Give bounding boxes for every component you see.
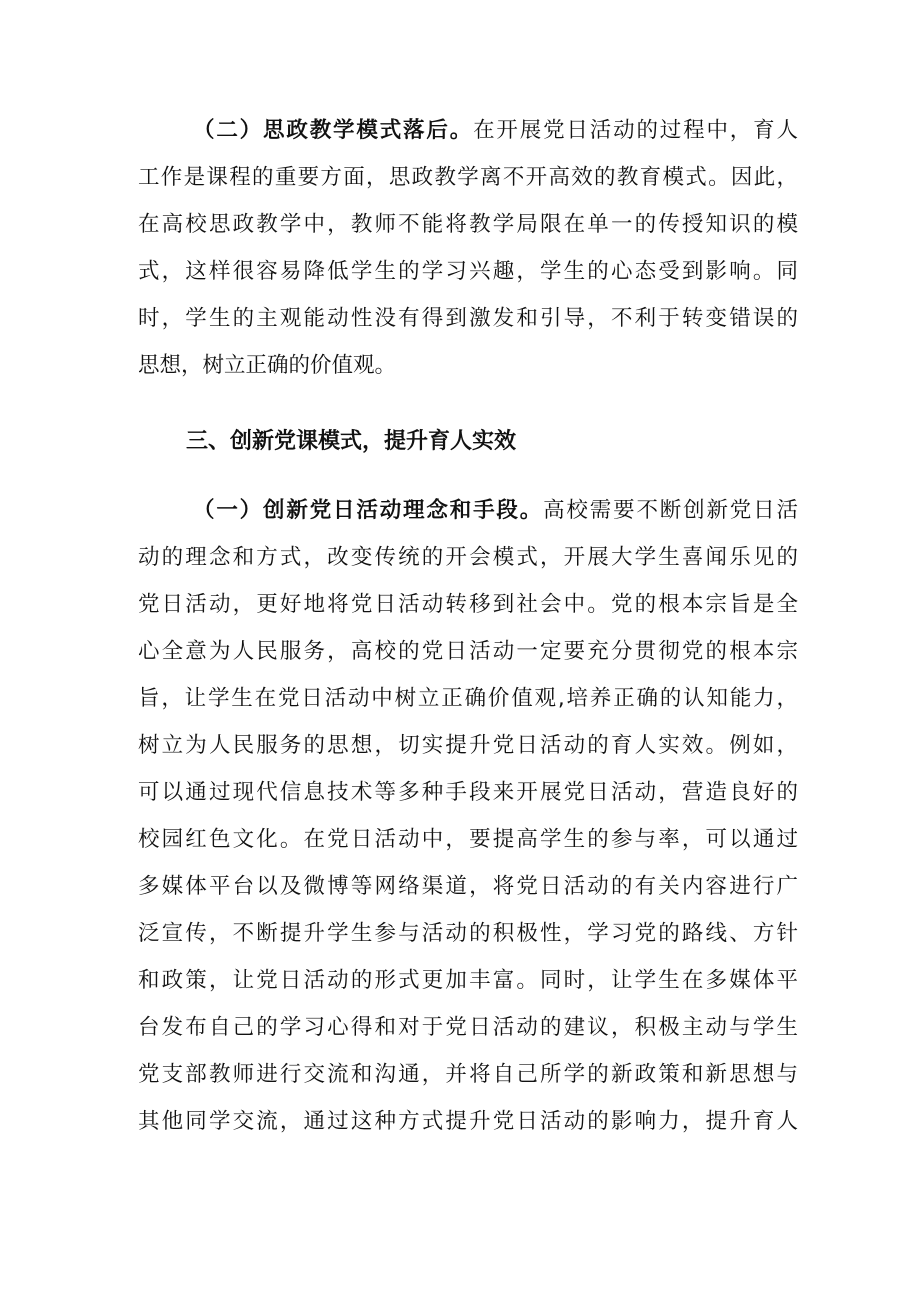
paragraph-line: [138, 487, 798, 534]
section-heading: 三、创新党课模式，提升育人实效: [186, 429, 517, 454]
paragraph-line: 在高校思政教学中，教师不能将教学局限在单一的传授知识的模: [138, 212, 798, 237]
paragraph-line: 时，学生的主观能动性没有得到激发和引导，不利于转变错误的: [138, 306, 798, 331]
paragraph-line: [138, 107, 798, 154]
paragraph-section-2: [138, 107, 798, 389]
paragraph-line: 旨，让学生在党日活动中树立正确价值观,培养正确的认知能力，: [138, 686, 798, 711]
paragraph-lead: （二）思政教学模式落后。: [193, 118, 474, 143]
paragraph-line: 党日活动，更好地将党日活动转移到社会中。党的根本宗旨是全: [138, 592, 798, 617]
paragraph-line: 台发布自己的学习心得和对于党日活动的建议，积极主动与学生: [138, 1015, 798, 1040]
paragraph-line: 树立为人民服务的思想，切实提升党日活动的育人实效。例如，: [138, 733, 798, 758]
paragraph-line: 心全意为人民服务，高校的党日活动一定要充分贯彻党的根本宗: [138, 639, 798, 664]
paragraph-line: 式，这样很容易降低学生的学习兴趣，学生的心态受到影响。同: [138, 259, 798, 284]
paragraph-section-3-1: [138, 487, 798, 1145]
paragraph-line: 和政策，让党日活动的形式更加丰富。同时，让学生在多媒体平: [138, 968, 798, 993]
paragraph-line: 多媒体平台以及微博等网络渠道，将党日活动的有关内容进行广: [138, 874, 798, 899]
paragraph-lead: （一）创新党日活动理念和手段。: [193, 498, 544, 523]
paragraph-text: 高校需要不断创新党日活: [543, 498, 798, 523]
paragraph-line: 可以通过现代信息技术等多种手段来开展党日活动，营造良好的: [138, 780, 798, 805]
paragraph-line: 思想，树立正确的价值观。: [138, 353, 397, 378]
paragraph-line: 其他同学交流，通过这种方式提升党日活动的影响力，提升育人: [138, 1109, 798, 1134]
paragraph-line: 党支部教师进行交流和沟通，并将自己所学的新政策和新思想与: [138, 1062, 798, 1087]
paragraph-line: 泛宣传，不断提升学生参与活动的积极性，学习党的路线、方针: [138, 921, 798, 946]
paragraph-line: 动的理念和方式，改变传统的开会模式，开展大学生喜闻乐见的: [138, 545, 798, 570]
paragraph-line: 工作是课程的重要方面，思政教学离不开高效的教育模式。因此，: [138, 165, 798, 190]
paragraph-line: 校园红色文化。在党日活动中，要提高学生的参与率，可以通过: [138, 827, 798, 852]
paragraph-text: 在开展党日活动的过程中，育人: [473, 118, 798, 143]
